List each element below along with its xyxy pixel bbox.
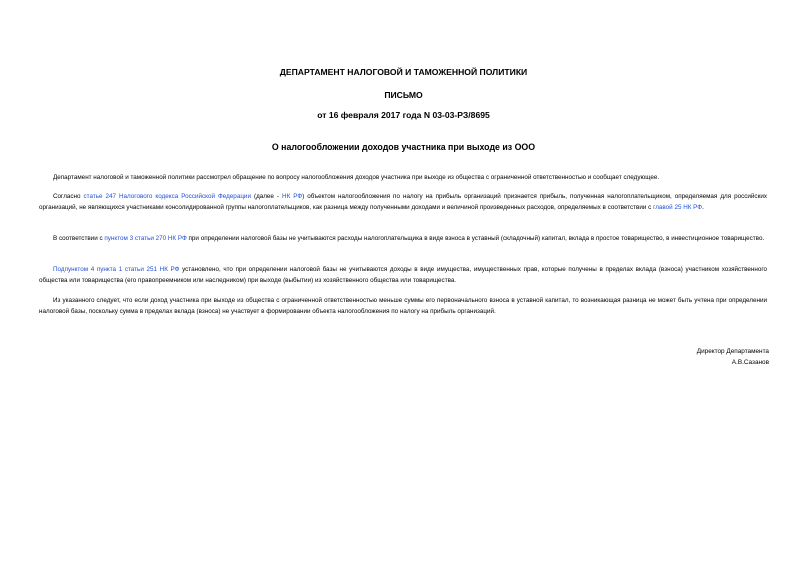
link-nk-rf[interactable]: НК РФ: [282, 193, 303, 200]
paragraph-text: Согласно: [53, 193, 84, 200]
document-type-heading: ПИСЬМО: [384, 90, 423, 100]
paragraph-article-270: [39, 233, 767, 244]
paragraph-text: при определении налоговой базы не учитываются расходы налогоплательщика в виде взноса в уставный (складочный) капитал, вклада в простое товарищество, в инвестиционное товарищество.: [186, 235, 765, 242]
link-article-247[interactable]: статье 247 Налогового кодекса Российской Федерации: [83, 193, 251, 200]
paragraph-text: (далее -: [250, 193, 283, 200]
signatory-name: А.В.Сазанов: [731, 359, 769, 366]
paragraph-text: Из указанного следует, что если доход участника при выходе из общества с ограниченной ответственностью меньше суммы его первоначального взноса в уставной капитал, то возникающая разница не может быть учтена при определении налоговой базы, поскольку сумма в пределах вклада (взноса) не участвует в формировании объекта налогообложения по налогу на прибыль организаций.: [39, 297, 767, 316]
link-article-270-item-3[interactable]: пунктом 3 статьи 270 НК РФ: [104, 235, 187, 242]
document-date-number: от 16 февраля 2017 года N 03-03-РЗ/8695: [317, 110, 490, 120]
paragraph-text: установлено, что при определении налоговой базы не учитываются доходы в виде имущества, имущественных прав, которые получены в пределах вклада (взноса) участником хозяйственного общества или товарищества (его правопреемником или наследником) при выходе (выбытии) из хозяйственного общества или товарищества.: [39, 266, 767, 285]
paragraph-text: В соответствии с: [53, 235, 105, 242]
paragraph-text: .: [702, 204, 704, 212]
paragraph-text: Департамент налоговой и таможенной политики рассмотрел обращение по вопросу налогообложения доходов участника при выходе из общества с ограниченной ответственностью и сообщает следующее.: [53, 174, 660, 181]
department-heading: ДЕПАРТАМЕНТ НАЛОГОВОЙ И ТАМОЖЕННОЙ ПОЛИТИКИ: [279, 67, 528, 77]
signatory-title: Директор Департамента: [696, 348, 769, 355]
paragraph-article-247: [39, 191, 767, 213]
paragraph-article-251: [39, 264, 767, 286]
paragraph-text: ) объектом налогообложения по налогу на прибыль организаций признается прибыль, полученная налогоплательщиком, определяемая для российских организаций, не являющихся участниками консолидированной группы налогоплательщиков, как разница между полученными доходами и величиной произведенных расходов, определяемых в соответствии с: [39, 193, 767, 212]
link-chapter-25[interactable]: главой 25 НК РФ: [653, 204, 703, 212]
document-subject: О налогообложении доходов участника при выходе из ООО: [271, 142, 536, 152]
paragraph-intro: [39, 172, 767, 183]
paragraph-conclusion: [39, 295, 767, 317]
link-article-251-subitem-4[interactable]: Подпунктом 4 пункта 1 статьи 251 НК РФ: [53, 266, 180, 273]
